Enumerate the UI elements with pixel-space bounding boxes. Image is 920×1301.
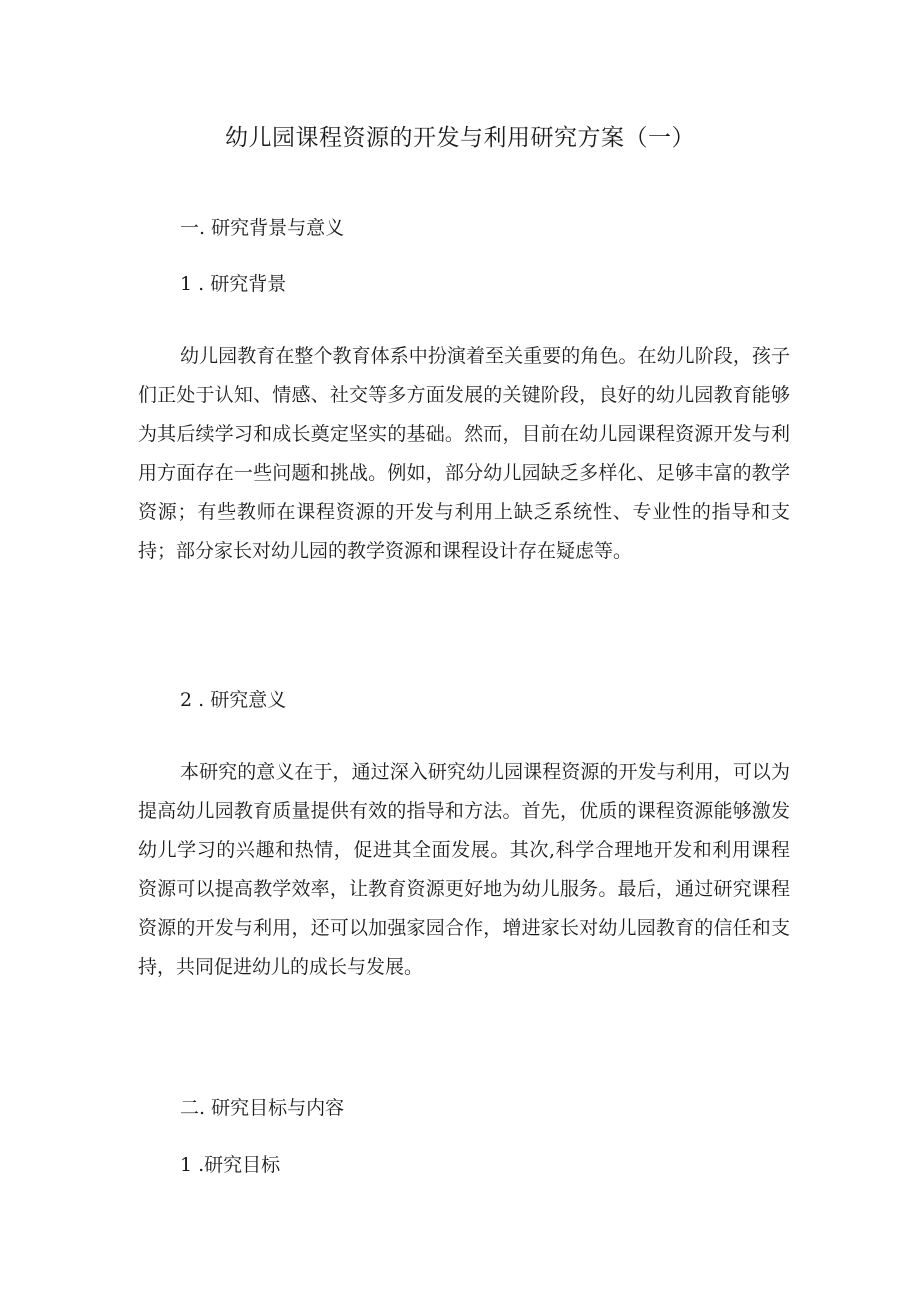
subsection-heading-significance: 2 . 研究意义 <box>180 689 287 711</box>
section-heading-background-significance: 一. 研究背景与意义 <box>180 217 345 239</box>
subsection-heading-background: 1 . 研究背景 <box>180 273 287 295</box>
section-heading-goals-content: 二. 研究目标与内容 <box>180 1097 345 1119</box>
paragraph-significance: 本研究的意义在于，通过深入研究幼儿园课程资源的开发与利用，可以为提高幼儿园教育质量提供有效的指导和方法。首先，优质的课程资源能够激发幼儿学习的兴趣和热情，促进其全面发展。其次,科学合理地开发和利用课程资源可以提高教学效率，让教育资源更好地为幼儿服务。最后，通过研究课程资源的开发与利用，还可以加强家园合作，增进家长对幼儿园教育的信任和支持，共同促进幼儿的成长与发展。 <box>138 761 790 978</box>
document-title: 幼儿园课程资源的开发与利用研究方案（一） <box>225 125 695 151</box>
subsection-heading-goals: 1 .研究目标 <box>180 1154 281 1176</box>
paragraph-background: 幼儿园教育在整个教育体系中扮演着至关重要的角色。在幼儿阶段，孩子们正处于认知、情感、社交等多方面发展的关键阶段，良好的幼儿园教育能够为其后续学习和成长奠定坚实的基础。然而，目前在幼儿园课程资源开发与利用方面存在一些问题和挑战。例如，部分幼儿园缺乏多样化、足够丰富的教学资源；有些教师在课程资源的开发与利用上缺乏系统性、专业性的指导和支持；部分家长对幼儿园的教学资源和课程设计存在疑虑等。 <box>138 345 790 562</box>
